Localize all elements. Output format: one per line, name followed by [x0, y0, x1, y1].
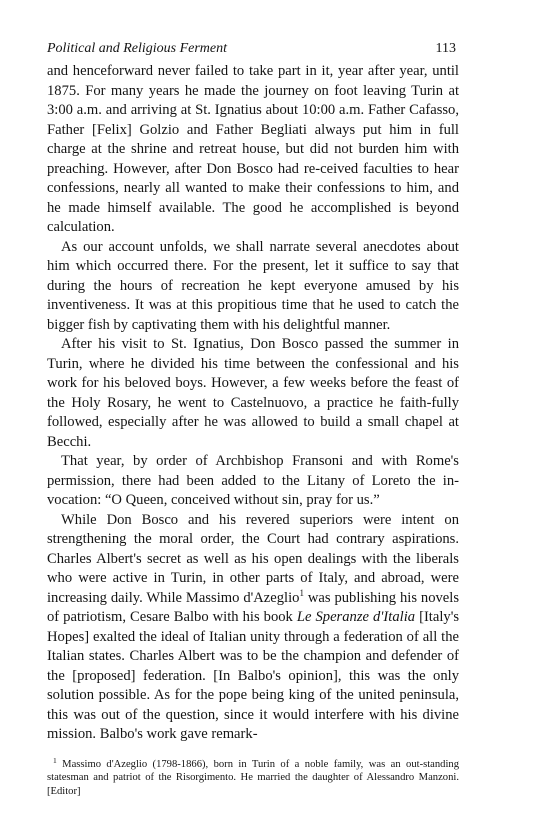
running-head: [47, 40, 459, 58]
paragraph-5: [47, 511, 459, 745]
body-text: [47, 62, 459, 745]
footnote-marker: 1: [53, 755, 57, 765]
paragraph-1: and henceforward never failed to take part in it, year after year, until 1875. For many years he made the journey on foot leaving Turin at 3:00 a.m. and arriving at St. Ignatius about 10:00 a.m. Father Cafasso, Father [Felix] Golzio and Father Begliati always put him in full charge at the shrine and retreat house, but did not burden him with preaching. However, after Don Bosco had re-ceived faculties to hear confessions, nearly all wanted to make their confessions to him, and he made himself available. The good he accomplished is beyond calculation.: [47, 63, 459, 235]
paragraph-2: As our account unfolds, we shall narrate several anecdotes about him which occurred there. For the present, let it suffice to say that during the hours of recreation he kept everyone amused by his inventiveness. It was at this propitious time that he used to catch the bigger fish by captivating them with his delightful manner.: [47, 238, 459, 333]
book-page: [47, 40, 459, 798]
footnote: [47, 755, 459, 799]
paragraph-3: After his visit to St. Ignatius, Don Bosco passed the summer in Turin, where he divided his time between the confessional and his work for his beloved boys. However, a few weeks before the feast of the Holy Rosary, he went to Castelnuovo, a practice he faith-fully followed, especially after he was allowed to build a small chapel at Becchi.: [47, 336, 459, 450]
footnote-text: Massimo d'Azeglio (1798-1866), born in Turin of a noble family, was an out-standing statesman and patriot of the Risorgimento. He married the daughter of Alessandro Manzoni. [Editor]: [47, 758, 459, 797]
footnote-reference: 1: [299, 587, 304, 598]
paragraph-5-text-a: While Don Bosco and his revered superiors were intent on strengthening the moral order, the Court had contrary aspirations. Charles Albert's secret as well as his open dealings with the liberals who were active in Turin, in other parts of Italy, and abroad, were increasing daily. While Massimo d'Azeglio: [47, 511, 459, 606]
page-number: 113: [435, 41, 456, 56]
paragraph-5-text-c: [Italy's Hopes] exalted the ideal of Italian unity through a federation of all the Italian states. Charles Albert was to be the champion and defender of the [proposed] federation. [In Balbo's opinion], this was the only solution possible. As for the pope being king of the united peninsula, this was out of the question, since it would interfere with his divine mission. Balbo's work gave remark-: [47, 609, 459, 742]
paragraph-4: That year, by order of Archbishop Fransoni and with Rome's permission, there had been added to the Litany of Loreto the in-vocation: “O Queen, conceived without sin, pray for us.”: [47, 453, 459, 508]
running-title: Political and Religious Ferment: [47, 41, 228, 56]
paragraph-5-text-b: was publishing his novels of patriotism, Cesare Balbo with his book: [47, 589, 459, 625]
book-title: Le Speranze d'Italia: [296, 609, 416, 625]
